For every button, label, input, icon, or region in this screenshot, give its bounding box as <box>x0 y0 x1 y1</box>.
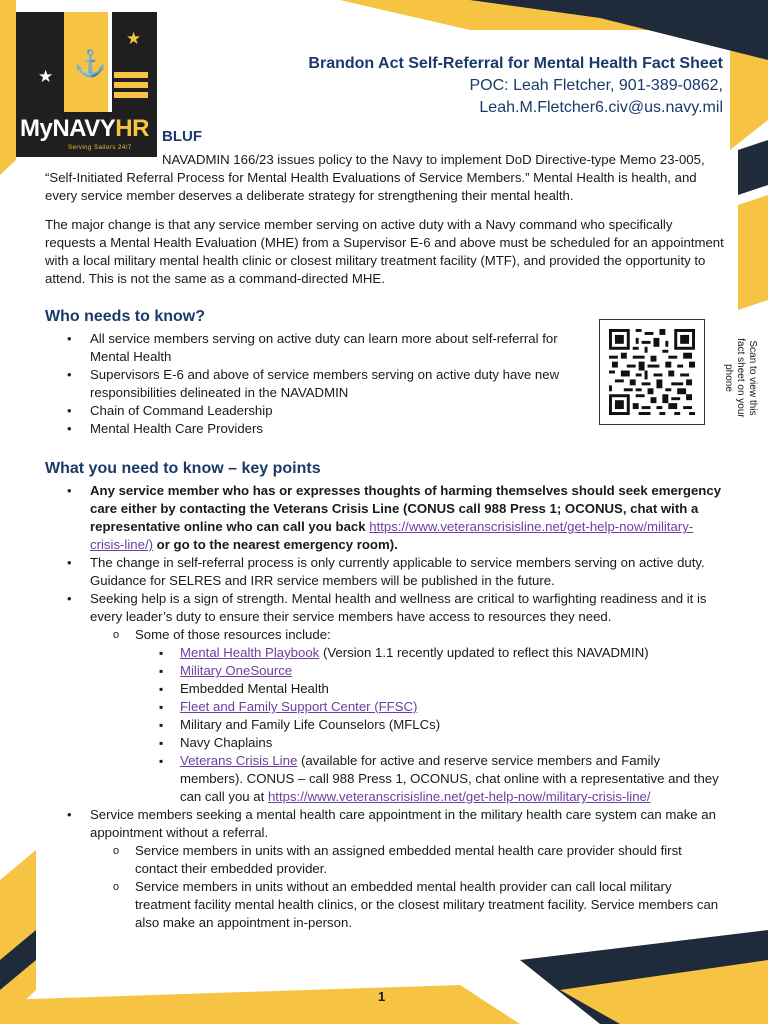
strength-text: Seeking help is a sign of strength. Mental health and wellness are critical to warfighting readiness and it is every leader’s duty to ensure their service members have access to resources they need. <box>90 591 707 624</box>
rank-bars-icon <box>114 72 148 102</box>
qr-caption <box>706 333 760 418</box>
bluf-paragraph-2: The major change is that any service member serving on active duty with a Navy command who specifically requests a Mental Health Evaluation (MHE) from a Supervisor E-6 and above must be scheduled for an appointment with a local military mental health clinic or closest military treatment facility (MTF), and provided the opportunity to attend. This is not the same as a command-directed MHE. <box>45 217 724 286</box>
mental-health-playbook-link[interactable]: Mental Health Playbook <box>180 645 320 660</box>
list-item <box>45 482 725 554</box>
qr-code[interactable] <box>599 319 705 425</box>
appointment-sublist <box>90 842 725 932</box>
key-points-heading: What you need to know – key points <box>45 460 321 477</box>
playbook-note: (Version 1.1 recently updated to reflect this NAVADMIN) <box>319 645 649 660</box>
bluf-paragraph-1: NAVADMIN 166/23 issues policy to the Navy to implement DoD Directive-type Memo 23-005, “Self-Initiated Referral Process for Mental Health Evaluations of Service Members.” Mental Health is health, and every service member deserves a deliberate strategy for strengthening their mental health. <box>45 152 705 203</box>
vcl-url-link[interactable]: https://www.veteranscrisisline.net/get-help-now/military-crisis-line/ <box>267 789 651 804</box>
crisis-tail: or go to the nearest emergency room). <box>153 537 398 552</box>
list-item: • All service members serving on active duty can learn more about self-referral for Mental Health <box>45 330 590 366</box>
logo-wordmark: MyNAVYHR <box>20 115 149 142</box>
vcl-note: (available for active and reserve service members and Family members). CONUS – call 988 Press 1, OCONUS, chat online with a representative and they can call you at <box>180 753 719 804</box>
page-number: 1 <box>378 989 386 1004</box>
list-item <box>135 644 725 662</box>
list-item <box>90 626 725 806</box>
qr-caption-text: Scan to view this fact sheet on your phone <box>723 338 758 418</box>
list-item: ▪ Embedded Mental Health <box>135 680 725 698</box>
who-needs-to-know-heading: Who needs to know? <box>45 308 205 325</box>
list-item <box>45 806 725 932</box>
military-onesource-link[interactable]: Military OneSource <box>180 663 293 678</box>
key-points-list <box>45 482 725 932</box>
poc-line: POC: Leah Fletcher, 901-389-0862, <box>469 77 723 94</box>
resources-list <box>135 644 725 806</box>
list-item <box>45 590 725 806</box>
resources-intro: Some of those resources include: <box>135 627 331 642</box>
list-item <box>135 698 725 716</box>
anchor-icon: ⚓ <box>74 48 107 78</box>
who-list <box>45 330 590 438</box>
list-item <box>135 662 725 680</box>
list-item: o Service members in units with an assigned embedded mental health care provider should first contact their embedded provider. <box>90 842 725 878</box>
star-icon: ★ <box>126 29 142 48</box>
list-item: • The change in self-referral process is only currently applicable to service members serving on active duty. Guidance for SELRES and IRR service members will be published in the future. <box>45 554 725 590</box>
resources-sublist <box>90 626 725 806</box>
page-title: Brandon Act Self-Referral for Mental Health Fact Sheet <box>308 55 723 72</box>
crisis-text: Any service member who has or expresses thoughts of harming themselves should seek emergency care either by contacting the Veterans Crisis Line (CONUS call 988 Press 1; OCONUS, chat with a representative online who can call you back <box>90 483 722 534</box>
list-item: • Supervisors E-6 and above of service members serving on active duty have new responsibilities delineated in the NAVADMIN <box>45 366 590 402</box>
qr-code-pattern <box>609 329 695 415</box>
list-item: o Service members in units without an embedded mental health provider can call local military treatment facility mental health clinics, or the closest military treatment facility. Service members can also make an appointment in-person. <box>90 878 725 932</box>
crisis-line-link[interactable]: https://www.veteranscrisisline.net/get-help-now/military-crisis-line/) <box>90 519 694 552</box>
ffsc-link[interactable]: Fleet and Family Support Center (FFSC) <box>180 699 418 714</box>
header-title-block <box>308 53 723 119</box>
mynavyhr-logo <box>16 12 157 157</box>
list-item: • Chain of Command Leadership <box>45 402 590 420</box>
list-item <box>135 752 725 806</box>
poc-email[interactable]: Leah.M.Fletcher6.civ@us.navy.mil <box>479 99 723 116</box>
logo-tagline: Serving Sailors 24/7 <box>68 145 132 151</box>
bluf-heading: BLUF <box>162 128 202 145</box>
appointment-text: Service members seeking a mental health care appointment in the military health care system can make an appointment without a referral. <box>90 807 716 840</box>
list-item: ▪ Military and Family Life Counselors (MFLCs) <box>135 716 725 734</box>
logo-white-stripe <box>108 12 112 112</box>
list-item: ▪ Navy Chaplains <box>135 734 725 752</box>
list-item: • Mental Health Care Providers <box>45 420 590 438</box>
star-icon: ★ <box>38 67 54 86</box>
veterans-crisis-line-link[interactable]: Veterans Crisis Line <box>180 753 298 768</box>
